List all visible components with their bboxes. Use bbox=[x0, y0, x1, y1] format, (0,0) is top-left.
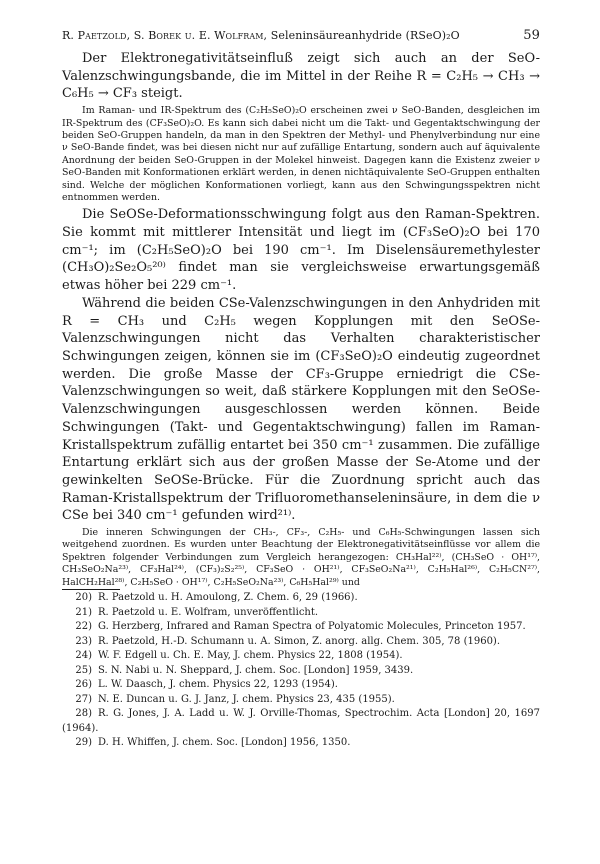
reference-number: 25) bbox=[75, 664, 92, 676]
small-paragraph-1: Im Raman- und IR-Spektrum des (C₂H₅SeO)₂O erscheinen zwei ν SeO-Banden, desgleichen im IR-Spektrum des (CF₃SeO)₂O. Es kann sich dabei nicht um die Takt- und Gegentaktschwingung der beiden SeO-Gruppen handeln, da man in den Spektren der Methyl- und Phenylverbindung nur eine ν SeO-Bande findet, was bei diesen nicht nur auf zufällige Entartung, sondern auch auf äquivalente Anordnung der beiden SeO-Gruppen in der Molekel hinweist. Dagegen kann die Existenz zweier ν SeO-Banden mit Konformationen erklärt werden, in denen nichtäquivalente SeO-Gruppen enthalten sind. Welche der möglichen Konformationen vorliegt, kann aus den Schwingungsspektren nicht entnommen werden. bbox=[62, 105, 540, 203]
reference-text: L. W. Daasch, J. chem. Physics 22, 1293 (1954). bbox=[98, 679, 338, 691]
header-title: Seleninsäureanhydride (RSeO)₂O bbox=[270, 29, 460, 42]
reference-item bbox=[62, 606, 540, 621]
reference-text: W. F. Edgell u. Ch. E. May, J. chem. Physics 22, 1808 (1954). bbox=[98, 650, 403, 662]
reference-item bbox=[62, 620, 540, 635]
reference-number: 23) bbox=[75, 635, 92, 647]
reference-list bbox=[62, 591, 540, 751]
reference-text: R. Paetzold u. H. Amoulong, Z. Chem. 6, 29 (1966). bbox=[98, 592, 358, 604]
reference-text: D. H. Whiffen, J. chem. Soc. [London] 1956, 1350. bbox=[98, 737, 351, 749]
reference-number: 21) bbox=[75, 606, 92, 618]
reference-item bbox=[62, 707, 540, 736]
reference-item bbox=[62, 635, 540, 650]
header-text bbox=[62, 29, 460, 42]
reference-text: G. Herzberg, Infrared and Raman Spectra of Polyatomic Molecules, Princeton 1957. bbox=[98, 621, 526, 633]
reference-text: N. E. Duncan u. G. J. Janz, J. chem. Physics 23, 435 (1955). bbox=[98, 693, 395, 705]
paragraph-2: Die SeOSe-Deformationsschwingung folgt aus den Raman-Spektren. Sie kommt mit mittlerer Intensität und liegt im (CF₃SeO)₂O bei 170 cm⁻¹; im (C₂H₅SeO)₂O bei 190 cm⁻¹. Im Diselensäuremethylester (CH₃O)₂Se₂O₅²⁰⁾ findet man sie vergleichsweise erwartungsgemäß etwas höher bei 229 cm⁻¹. bbox=[62, 207, 540, 294]
reference-number: 28) bbox=[75, 708, 92, 720]
reference-number: 29) bbox=[75, 737, 92, 749]
header-authors: R. Paetzold, S. Borek u. E. Wolfram, bbox=[62, 29, 268, 42]
reference-number: 20) bbox=[75, 592, 92, 604]
footnote-separator bbox=[62, 589, 120, 590]
reference-item bbox=[62, 693, 540, 708]
reference-number: 26) bbox=[75, 679, 92, 691]
reference-text: R. G. Jones, J. A. Ladd u. W. J. Orville-Thomas, Spectrochim. Acta [London] 20, 1697 (1964). bbox=[62, 708, 540, 734]
page bbox=[62, 28, 540, 751]
reference-number: 24) bbox=[75, 650, 92, 662]
reference-number: 27) bbox=[75, 693, 92, 705]
reference-text: R. Paetzold, H.-D. Schumann u. A. Simon, Z. anorg. allg. Chem. 305, 78 (1960). bbox=[98, 635, 501, 647]
reference-number: 22) bbox=[75, 621, 92, 633]
small-paragraph-2: Die inneren Schwingungen der CH₃-, CF₃-, C₂H₅- und C₆H₅-Schwingungen lassen sich weitgehend zuordnen. Es wurden unter Beachtung der Elektronegativitätseinflüsse vor allem die Spektren folgender Verbindungen zum Vergleich herangezogen: CH₃Hal²²⁾, (CH₃SeO · OH¹⁷⁾, CH₃SeO₂Na²³⁾, CF₃Hal²⁴⁾, (CF₃)₂S₂²⁵⁾, CF₃SeO · OH²¹⁾, CF₃SeO₂Na²¹⁾, C₂H₅Hal²⁶⁾, C₂H₅CN²⁷⁾, HalCH₂Hal²⁸⁾, C₂H₅SeO · OH¹⁷⁾, C₂H₅SeO₂Na²³⁾, C₆H₅Hal²⁹⁾ und bbox=[62, 527, 540, 588]
reference-item bbox=[62, 649, 540, 664]
paragraph-3: Während die beiden CSe-Valenzschwingungen in den Anhydriden mit R = CH₃ und C₂H₅ wegen Kopplungen mit den SeOSe-Valenzschwingungen nicht das Verhalten charakteristischer Schwingungen zeigen, können sie im (CF₃SeO)₂O eindeutig zugeordnet werden. Die große Masse der CF₃-Gruppe erniedrigt die CSe-Valenzschwingungen so weit, daß stärkere Kopplungen mit den SeOSe-Valenzschwingungen ausgeschlossen werden können. Beide Schwingungen (Takt- und Gegentaktschwingung) fallen im Raman-Kristallspektrum zufällig entartet bei 350 cm⁻¹ zusammen. Die zufällige Entartung erklärt sich aus der großen Masse der Se-Atome und der gewinkelten SeOSe-Brücke. Für die Zuordnung spricht auch das Raman-Kristallspektrum der Trifluoromethanseleninsäure, in dem die ν CSe bei 340 cm⁻¹ gefunden wird²¹⁾. bbox=[62, 295, 540, 524]
reference-text: R. Paetzold u. E. Wolfram, unveröffentlicht. bbox=[98, 606, 319, 618]
reference-item bbox=[62, 678, 540, 693]
reference-item bbox=[62, 736, 540, 751]
reference-item bbox=[62, 591, 540, 606]
paragraph-1: Der Elektronegativitätseinfluß zeigt sich auch an der SeO-Valenzschwingungsbande, die im Mittel in der Reihe R = C₂H₅ → CH₃ → C₆H₅ → CF₃ steigt. bbox=[62, 51, 540, 102]
running-header bbox=[62, 28, 540, 46]
reference-item bbox=[62, 664, 540, 679]
page-number: 59 bbox=[523, 28, 540, 43]
reference-text: S. N. Nabi u. N. Sheppard, J. chem. Soc. [London] 1959, 3439. bbox=[98, 664, 414, 676]
